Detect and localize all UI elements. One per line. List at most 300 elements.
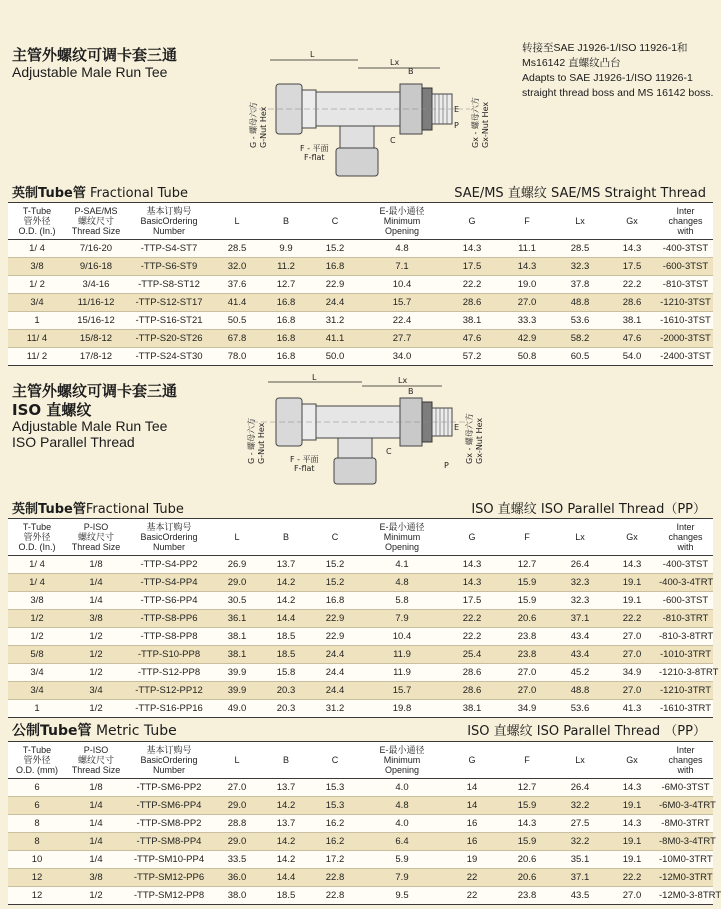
table-cell: 60.5: [554, 348, 606, 366]
table-cell: 1/ 2: [8, 276, 66, 294]
table-cell: 15/8-12: [66, 330, 126, 348]
table-cell: 13.7: [262, 779, 310, 797]
table-cell: 50.0: [310, 348, 360, 366]
table-cell: -TTP-S24-ST30: [126, 348, 212, 366]
column-header: 基本订购号 BasicOrdering Number: [126, 519, 212, 556]
table-cell: 1/2: [66, 887, 126, 905]
column-header: E-最小通径 Minimum Opening: [360, 742, 444, 779]
table-cell: 6.4: [360, 833, 444, 851]
table-cell: 14.3: [500, 815, 554, 833]
table-cell: 22.9: [310, 610, 360, 628]
table-cell: 22.9: [310, 276, 360, 294]
table-cell: 22.4: [360, 312, 444, 330]
column-header: C: [310, 203, 360, 240]
table-cell: 32.0: [212, 258, 262, 276]
table-cell: 36.1: [212, 610, 262, 628]
table-cell: -8M0-3-4TRT: [658, 833, 713, 851]
table-cell: 9.9: [262, 240, 310, 258]
table-cell: -TTP-S12-ST17: [126, 294, 212, 312]
table-row: [8, 330, 713, 348]
table-cell: 20.3: [262, 700, 310, 718]
table-cell: 5.8: [360, 592, 444, 610]
table-row: [8, 312, 713, 330]
table-row: [8, 628, 713, 646]
dim-Lx-label-2: Lx: [398, 376, 408, 385]
table-cell: 24.4: [310, 682, 360, 700]
table-cell: 26.9: [212, 556, 262, 574]
table-cell: 1: [8, 700, 66, 718]
section3-thread-label: ISO 直螺纹 ISO Parallel Thread （PP）: [467, 724, 706, 739]
table-cell: 12.7: [500, 556, 554, 574]
table-row: [8, 574, 713, 592]
table-cell: -400-3TST: [658, 556, 713, 574]
table-cell: 58.2: [554, 330, 606, 348]
table-cell: 1/ 4: [8, 574, 66, 592]
table-cell: -1210-3TRT: [658, 682, 713, 700]
table-cell: -TTP-S10-PP8: [126, 646, 212, 664]
table-cell: 4.0: [360, 815, 444, 833]
table-row: [8, 797, 713, 815]
table-cell: 22.2: [444, 628, 500, 646]
table-cell: 1/ 4: [8, 556, 66, 574]
table-cell: 32.2: [554, 833, 606, 851]
table-row: [8, 664, 713, 682]
table-cell: 49.0: [212, 700, 262, 718]
table-cell: 19.1: [606, 833, 658, 851]
table-cell: -TTP-S12-PP12: [126, 682, 212, 700]
table-cell: 36.0: [212, 869, 262, 887]
dim-C-label-2: C: [386, 447, 392, 456]
table-cell: 27.0: [500, 294, 554, 312]
dim-C-label: C: [390, 136, 396, 145]
table-cell: 23.8: [500, 646, 554, 664]
table-cell: 3/8: [8, 258, 66, 276]
column-header: F: [500, 519, 554, 556]
table-cell: 22.8: [310, 887, 360, 905]
table-cell: 27.0: [500, 682, 554, 700]
column-header: Lx: [554, 519, 606, 556]
column-header: G: [444, 742, 500, 779]
table-cell: 15.9: [500, 797, 554, 815]
table-cell: 42.9: [500, 330, 554, 348]
column-header: B: [262, 519, 310, 556]
table-cell: 27.0: [606, 887, 658, 905]
table-cell: 47.6: [444, 330, 500, 348]
table-cell: 43.4: [554, 628, 606, 646]
table-cell: 19.1: [606, 574, 658, 592]
table-cell: 14: [444, 797, 500, 815]
table-cell: 1/4: [66, 592, 126, 610]
note-line-4: straight thread boss and MS 16142 boss.: [522, 87, 714, 99]
dim-F-label-2: F - 平面: [290, 455, 319, 464]
table-cell: 50.8: [500, 348, 554, 366]
section1-thread-label: SAE/MS 直螺纹 SAE/MS Straight Thread: [454, 186, 706, 201]
table-cell: -12M0-3-8TRT: [658, 887, 713, 905]
table-row: [8, 700, 713, 718]
dim-L-label: L: [310, 50, 315, 59]
table-cell: 1/8: [66, 779, 126, 797]
table-cell: 14.2: [262, 574, 310, 592]
table-cell: 14.3: [606, 779, 658, 797]
table-cell: -2000-3TST: [658, 330, 713, 348]
dim-P-label: P: [454, 121, 459, 130]
table-cell: 14.3: [606, 815, 658, 833]
dim-G-en-label: G-Nut Hex: [259, 106, 268, 148]
table-cell: 13.7: [262, 815, 310, 833]
table-cell: -TTP-SM6-PP2: [126, 779, 212, 797]
table-cell: 5/8: [8, 646, 66, 664]
table-cell: 14.2: [262, 851, 310, 869]
table-cell: 27.0: [606, 628, 658, 646]
table-cell: -TTP-SM10-PP4: [126, 851, 212, 869]
table-cell: -400-3TST: [658, 240, 713, 258]
column-header: Inter changes with: [658, 519, 713, 556]
table-cell: 20.6: [500, 851, 554, 869]
table-cell: 78.0: [212, 348, 262, 366]
table-row: [8, 682, 713, 700]
section2-title-cn-2: ISO 直螺纹: [12, 401, 92, 419]
table-cell: 12: [8, 869, 66, 887]
table-cell: 28.6: [444, 664, 500, 682]
table-cell: 33.3: [500, 312, 554, 330]
column-header: B: [262, 203, 310, 240]
table-cell: 19.0: [500, 276, 554, 294]
dim-E-label-2: E: [454, 423, 460, 432]
table-cell: 16.8: [262, 312, 310, 330]
table-cell: 10: [8, 851, 66, 869]
table-cell: 1/2: [66, 700, 126, 718]
column-header: F: [500, 742, 554, 779]
table-cell: 14.2: [262, 797, 310, 815]
table-cell: 20.3: [262, 682, 310, 700]
table-cell: 33.5: [212, 851, 262, 869]
table-cell: 17.2: [310, 851, 360, 869]
table-cell: 15.9: [500, 592, 554, 610]
table-cell: 30.5: [212, 592, 262, 610]
table-cell: 14.4: [262, 869, 310, 887]
column-header: Gx: [606, 519, 658, 556]
table-row: [8, 294, 713, 312]
table-cell: 1/2: [66, 628, 126, 646]
table-cell: -TTP-S8-PP8: [126, 628, 212, 646]
dim-F-label: F - 平面: [300, 144, 329, 153]
table-cell: 14.2: [262, 833, 310, 851]
table-cell: 20.6: [500, 869, 554, 887]
table-cell: 11.9: [360, 646, 444, 664]
table-cell: 41.4: [212, 294, 262, 312]
table-cell: 28.6: [444, 682, 500, 700]
column-header: P-ISO 螺纹尺寸 Thread Size: [66, 519, 126, 556]
table-cell: 7/16-20: [66, 240, 126, 258]
dim-E-label: E: [454, 105, 460, 114]
table-cell: -TTP-S4-ST7: [126, 240, 212, 258]
table-cell: 10.4: [360, 628, 444, 646]
table-cell: 23.8: [500, 887, 554, 905]
table-cell: -TTP-S6-PP4: [126, 592, 212, 610]
note-line-3: Adapts to SAE J1926-1/ISO 11926-1: [522, 72, 693, 84]
section3-spec-table: [8, 741, 721, 905]
table-cell: 3/8: [66, 869, 126, 887]
table-cell: 4.8: [360, 797, 444, 815]
table-cell: 4.8: [360, 240, 444, 258]
table-cell: 7.9: [360, 610, 444, 628]
table-cell: 17.5: [444, 592, 500, 610]
table-cell: 17.5: [444, 258, 500, 276]
table-cell: 27.0: [606, 646, 658, 664]
table-cell: 34.9: [606, 664, 658, 682]
table-cell: 67.8: [212, 330, 262, 348]
column-header: E-最小通径 Minimum Opening: [360, 203, 444, 240]
column-header: Lx: [554, 742, 606, 779]
table-cell: 22.2: [606, 610, 658, 628]
table-cell: 14.3: [606, 556, 658, 574]
table-row: [8, 869, 713, 887]
table-cell: 24.4: [310, 294, 360, 312]
table-cell: -TTP-S16-PP16: [126, 700, 212, 718]
table-cell: 43.5: [554, 887, 606, 905]
table-cell: -1210-3-8TRT: [658, 664, 713, 682]
table-cell: 1/2: [8, 610, 66, 628]
dim-L-label-2: L: [312, 373, 317, 382]
table-cell: 31.2: [310, 312, 360, 330]
dim-G-label-2: G - 螺母六方: [247, 417, 256, 464]
table-cell: -2400-3TST: [658, 348, 713, 366]
dim-F-en-label-2: F-flat: [294, 464, 315, 473]
section1-tube-label: 英制Tube管 Fractional Tube: [12, 186, 189, 201]
table-row: [8, 240, 713, 258]
table-cell: 14.3: [444, 574, 500, 592]
table-cell: 19.1: [606, 797, 658, 815]
table-cell: 38.1: [444, 312, 500, 330]
table-cell: 22.9: [310, 628, 360, 646]
table-cell: 16.8: [262, 330, 310, 348]
note-line-2: Ms16142 直螺纹凸台: [522, 57, 621, 69]
section1-title-en: Adjustable Male Run Tee: [12, 64, 168, 80]
table-cell: -TTP-S6-ST9: [126, 258, 212, 276]
table-cell: 22: [444, 887, 500, 905]
table-cell: 38.1: [444, 700, 500, 718]
table-cell: 41.3: [606, 700, 658, 718]
table-cell: -810-3-8TRT: [658, 628, 713, 646]
column-header: C: [310, 519, 360, 556]
table-cell: 15/16-12: [66, 312, 126, 330]
dim-Gx-en-label: Gx-Nut Hex: [481, 101, 490, 148]
table-cell: 14: [444, 779, 500, 797]
table-cell: 13.7: [262, 556, 310, 574]
table-cell: 22.2: [606, 869, 658, 887]
table-cell: 19.8: [360, 700, 444, 718]
table-row: [8, 556, 713, 574]
table-cell: 23.8: [500, 628, 554, 646]
table-cell: 18.5: [262, 887, 310, 905]
column-header: P-ISO 螺纹尺寸 Thread Size: [66, 742, 126, 779]
table-row: [8, 258, 713, 276]
table-cell: 1/4: [66, 851, 126, 869]
table-cell: 18.5: [262, 628, 310, 646]
table-cell: -TTP-S8-ST12: [126, 276, 212, 294]
table-cell: -600-3TST: [658, 258, 713, 276]
table-cell: 22.8: [310, 869, 360, 887]
table-cell: -TTP-SM12-PP8: [126, 887, 212, 905]
table-cell: 38.0: [212, 887, 262, 905]
table-row: [8, 887, 713, 905]
table-cell: 3/4: [66, 682, 126, 700]
section3-tube-label: 公制Tube管 Metric Tube: [12, 723, 177, 739]
column-header: C: [310, 742, 360, 779]
table-cell: 4.1: [360, 556, 444, 574]
table-cell: 22.2: [444, 610, 500, 628]
dim-Gx-label-2: Gx - 螺母六方: [465, 413, 474, 464]
table-cell: 7.1: [360, 258, 444, 276]
table-cell: 16.8: [310, 592, 360, 610]
table-cell: 16.2: [310, 815, 360, 833]
dim-Gx-en-label-2: Gx-Nut Hex: [475, 417, 484, 464]
table-cell: 20.6: [500, 610, 554, 628]
table-cell: -6M0-3TST: [658, 779, 713, 797]
table-cell: 3/4: [8, 294, 66, 312]
column-header: Lx: [554, 203, 606, 240]
dim-Lx-label: Lx: [390, 58, 400, 67]
table-cell: -12M0-3TRT: [658, 869, 713, 887]
table-cell: -1210-3TST: [658, 294, 713, 312]
column-header: 基本订购号 BasicOrdering Number: [126, 203, 212, 240]
table-row: [8, 276, 713, 294]
table-cell: 41.1: [310, 330, 360, 348]
table-cell: 22: [444, 869, 500, 887]
table-cell: -8M0-3TRT: [658, 815, 713, 833]
table-cell: 28.8: [212, 815, 262, 833]
table-cell: 27.0: [500, 664, 554, 682]
table-cell: 14.3: [444, 556, 500, 574]
table-cell: 27.7: [360, 330, 444, 348]
tee-fitting-diagram-2: [232, 372, 492, 492]
table-cell: 3/4: [8, 682, 66, 700]
table-cell: 19.1: [606, 592, 658, 610]
table-cell: 15.3: [310, 779, 360, 797]
table-cell: 22.2: [606, 276, 658, 294]
table-cell: 15.2: [310, 240, 360, 258]
column-header: T-Tube 管外径 O.D. (mm): [8, 742, 66, 779]
table-cell: 1/2: [66, 664, 126, 682]
table-cell: 11/ 4: [8, 330, 66, 348]
table-cell: 19: [444, 851, 500, 869]
table-cell: 15.9: [500, 833, 554, 851]
table-cell: -TTP-S12-PP8: [126, 664, 212, 682]
table-cell: 28.6: [444, 294, 500, 312]
table-cell: -TTP-S4-PP4: [126, 574, 212, 592]
table-cell: 14.3: [500, 258, 554, 276]
table-cell: 50.5: [212, 312, 262, 330]
table-cell: 1/4: [66, 815, 126, 833]
section2-thread-label: ISO 直螺纹 ISO Parallel Thread（PP）: [471, 502, 706, 517]
table-cell: 29.0: [212, 797, 262, 815]
column-header: G: [444, 203, 500, 240]
table-cell: 1: [8, 312, 66, 330]
table-cell: 32.3: [554, 574, 606, 592]
dim-B-label: B: [408, 67, 414, 76]
section2-spec-table: [8, 518, 719, 718]
table-cell: 45.2: [554, 664, 606, 682]
table-cell: 14.4: [262, 610, 310, 628]
table-cell: 10.4: [360, 276, 444, 294]
dim-F-en-label: F-flat: [304, 153, 325, 162]
table-cell: 1/4: [66, 833, 126, 851]
table-cell: 1/4: [66, 797, 126, 815]
table-cell: 14.2: [262, 592, 310, 610]
section2-tube-label: 英制Tube管Fractional Tube: [12, 502, 184, 517]
table-cell: 17/8-12: [66, 348, 126, 366]
table-cell: 12.7: [262, 276, 310, 294]
table-cell: 8: [8, 833, 66, 851]
table-cell: 28.5: [554, 240, 606, 258]
table-cell: 25.4: [444, 646, 500, 664]
table-cell: -TTP-SM8-PP2: [126, 815, 212, 833]
table-cell: 19.1: [606, 851, 658, 869]
table-cell: 1/ 4: [8, 240, 66, 258]
table-cell: 15.7: [360, 294, 444, 312]
table-cell: 48.8: [554, 294, 606, 312]
column-header: Inter changes with: [658, 742, 713, 779]
table-cell: 29.0: [212, 574, 262, 592]
column-header: F: [500, 203, 554, 240]
table-cell: 15.3: [310, 797, 360, 815]
table-cell: 26.4: [554, 556, 606, 574]
table-cell: -TTP-SM12-PP6: [126, 869, 212, 887]
table-cell: 1/2: [66, 646, 126, 664]
table-cell: 3/8: [66, 610, 126, 628]
table-cell: 34.0: [360, 348, 444, 366]
table-cell: 43.4: [554, 646, 606, 664]
table-cell: 11.1: [500, 240, 554, 258]
table-cell: 38.1: [212, 646, 262, 664]
table-cell: 53.6: [554, 312, 606, 330]
section1-spec-table: [8, 202, 713, 366]
table-cell: 39.9: [212, 682, 262, 700]
table-cell: 27.0: [212, 779, 262, 797]
table-cell: 15.2: [310, 574, 360, 592]
table-cell: -6M0-3-4TRT: [658, 797, 713, 815]
section2-title-en-2: ISO Parallel Thread: [12, 434, 135, 450]
table-cell: 4.8: [360, 574, 444, 592]
table-row: [8, 779, 713, 797]
table-cell: -TTP-S16-ST21: [126, 312, 212, 330]
table-cell: 11/ 2: [8, 348, 66, 366]
table-cell: 3/4-16: [66, 276, 126, 294]
section2-title-cn-1: 主管外螺纹可调卡套三通: [12, 382, 178, 400]
table-cell: 37.6: [212, 276, 262, 294]
table-cell: 16.8: [310, 258, 360, 276]
table-cell: 14.3: [606, 240, 658, 258]
table-cell: 35.1: [554, 851, 606, 869]
table-cell: 37.8: [554, 276, 606, 294]
table-cell: 11.9: [360, 664, 444, 682]
table-cell: -TTP-SM6-PP4: [126, 797, 212, 815]
table-cell: 34.9: [500, 700, 554, 718]
table-header-row: [8, 742, 713, 779]
table-cell: 28.5: [212, 240, 262, 258]
table-cell: 39.9: [212, 664, 262, 682]
table-cell: 38.1: [212, 628, 262, 646]
column-header: Gx: [606, 742, 658, 779]
table-cell: 17.5: [606, 258, 658, 276]
table-cell: -600-3TST: [658, 592, 713, 610]
table-cell: 32.2: [554, 797, 606, 815]
table-cell: 11/16-12: [66, 294, 126, 312]
column-header: L: [212, 742, 262, 779]
column-header: L: [212, 519, 262, 556]
table-cell: 6: [8, 797, 66, 815]
table-cell: 14.3: [444, 240, 500, 258]
